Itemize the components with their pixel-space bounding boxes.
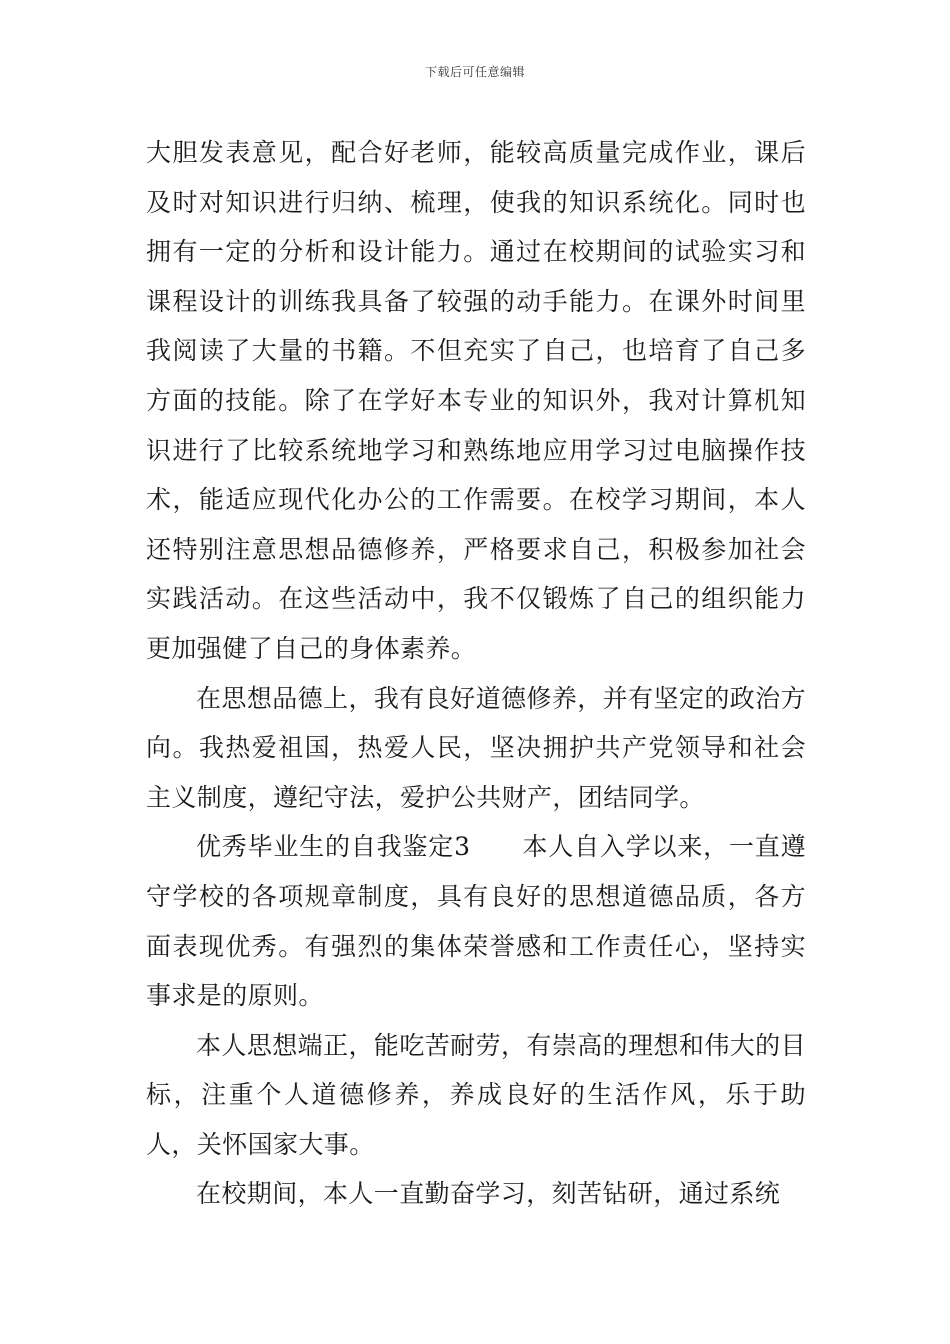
document-body bbox=[146, 128, 806, 1219]
paragraph-1: 大胆发表意见，配合好老师，能较高质量完成作业，课后及时对知识进行归纳、梳理，使我的知识系统化。同时也拥有一定的分析和设计能力。通过在校期间的试验实习和课程设计的训练我具备了较强的动手能力。在课外时间里我阅读了大量的书籍。不但充实了自己，也培育了自己多方面的技能。除了在学好本专业的知识外，我对计算机知识进行了比较系统地学习和熟练地应用学习过电脑操作技术，能适应现代化办公的工作需要。在校学习期间，本人还特别注意思想品德修养，严格要求自己，积极参加社会实践活动。在这些活动中，我不仅锻炼了自己的组织能力更加强健了自己的身体素养。 bbox=[146, 138, 806, 663]
page-header: 下载后可任意编辑 bbox=[424, 65, 525, 79]
paragraph-2: 在思想品德上，我有良好道德修养，并有坚定的政治方向。我热爱祖国，热爱人民，坚决拥护共产党领导和社会主义制度，遵纪守法，爱护公共财产，团结同学。 bbox=[146, 683, 806, 812]
paragraph-4: 本人思想端正，能吃苦耐劳，有崇高的理想和伟大的目标，注重个人道德修养，养成良好的生活作风，乐于助人，关怀国家大事。 bbox=[146, 1030, 806, 1159]
paragraph-5: 在校期间，本人一直勤奋学习，刻苦钻研，通过系统 bbox=[196, 1179, 781, 1209]
paragraph-3: 优秀毕业生的自我鉴定3 本人自入学以来，一直遵守学校的各项规章制度，具有良好的思想道德品质，各方面表现优秀。有强烈的集体荣誉感和工作责任心，坚持实事求是的原则。 bbox=[146, 832, 806, 1011]
